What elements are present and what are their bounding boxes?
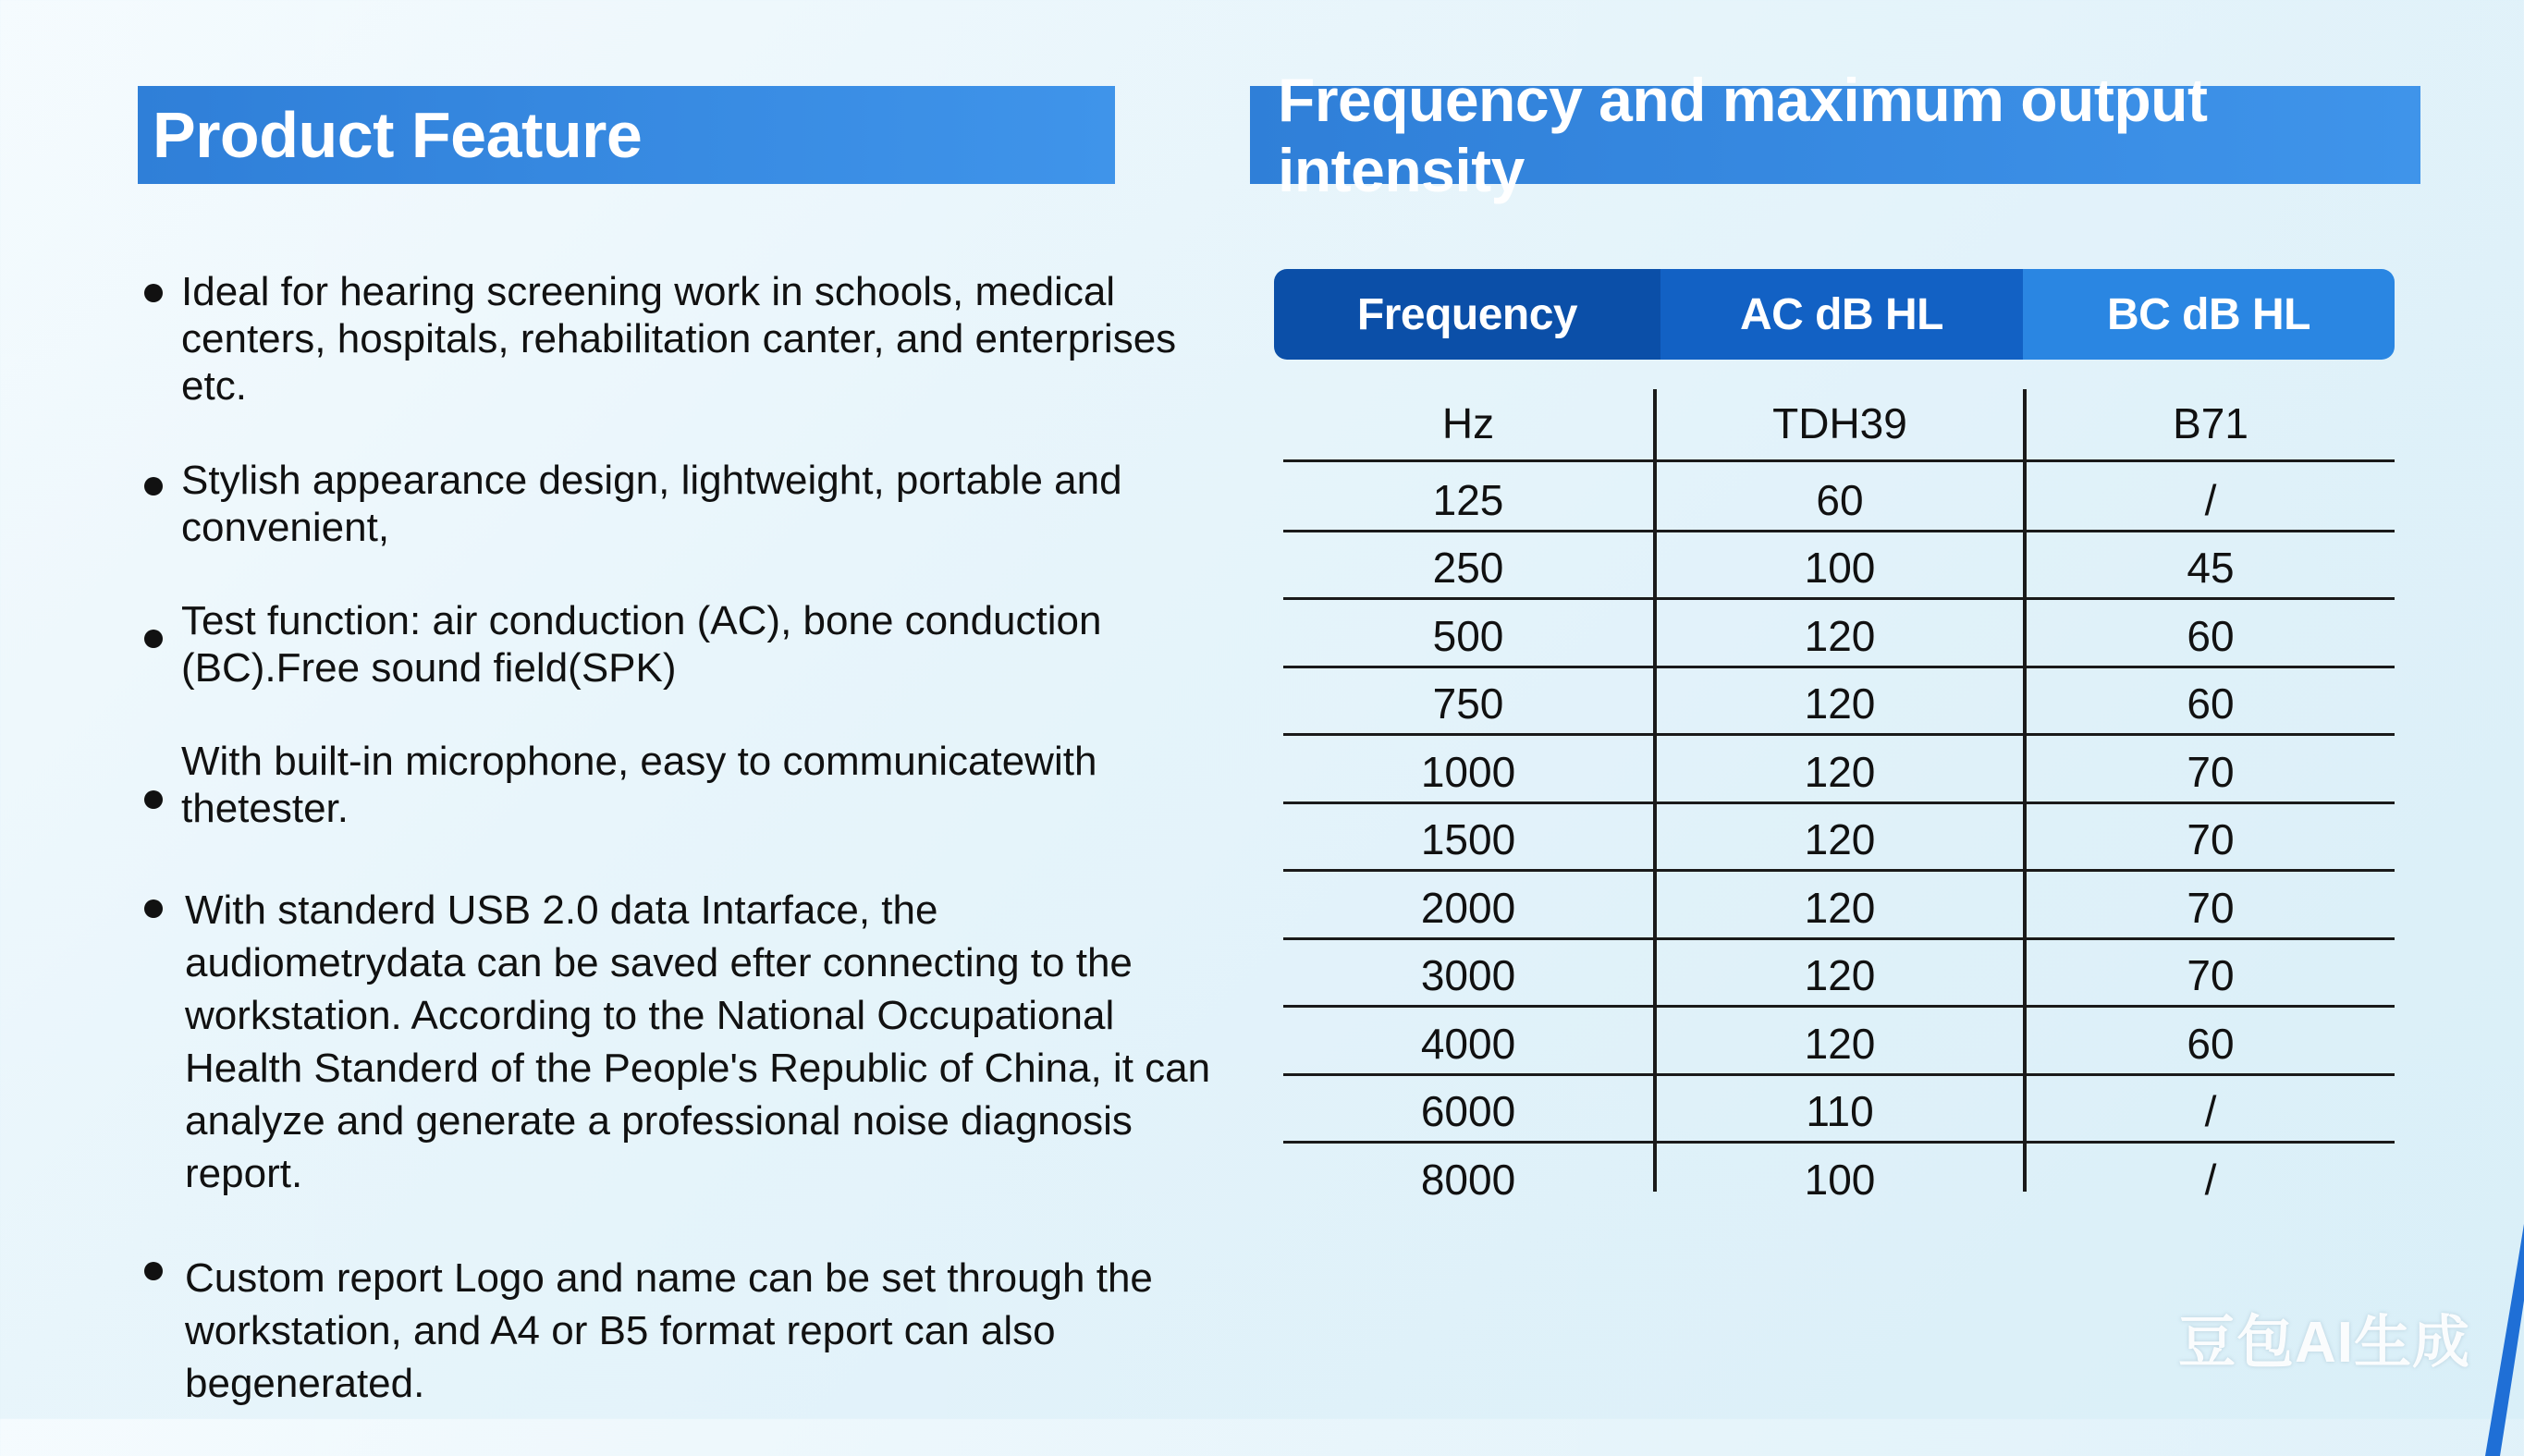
cell-bc: 70: [2187, 747, 2235, 796]
bullet-icon: [144, 899, 163, 918]
cell-bc: 60: [2187, 679, 2235, 728]
row-divider: [1283, 597, 2395, 600]
cell-frequency: 125: [1432, 475, 1504, 524]
row-divider: [1283, 1073, 2395, 1076]
row-divider: [1283, 869, 2395, 872]
bullet-icon: [144, 1262, 163, 1280]
table-row: [1283, 1009, 2395, 1077]
watermark-text: 豆包AI生成: [2178, 1311, 2471, 1375]
feature-text: Ideal for hearing screening work in schools, medical centers, hospitals, rehabilitation canter, and enterprises etc.: [181, 269, 1177, 409]
cell-frequency: 1000: [1420, 747, 1516, 796]
cell-frequency: 4000: [1420, 1019, 1516, 1068]
table-row: [1283, 738, 2395, 805]
cell-bc: 70: [2187, 951, 2235, 999]
feature-text: Custom report Logo and name can be set through the workstation, and A4 or B5 format report can also begenerated.: [185, 1255, 1153, 1406]
table-row: [1283, 670, 2395, 738]
row-divider: [1283, 733, 2395, 736]
bullet-icon: [144, 477, 163, 496]
unit-ac: TDH39: [1772, 398, 1907, 447]
decorative-swoosh: [2450, 975, 2524, 1456]
frequency-output-title: Frequency and maximum output intensity: [1250, 86, 2420, 184]
cell-ac: 120: [1804, 951, 1876, 999]
row-divider: [1283, 666, 2395, 668]
cell-ac: 120: [1804, 1019, 1876, 1068]
bullet-icon: [144, 284, 163, 302]
cell-bc: 45: [2187, 544, 2235, 592]
feature-text: With built-in microphone, easy to communicatewith thetester.: [181, 739, 1097, 831]
cell-ac: 120: [1804, 815, 1876, 863]
unit-bc: B71: [2173, 398, 2248, 447]
cell-frequency: 500: [1432, 611, 1504, 660]
units-row: [1283, 389, 2395, 457]
cell-ac: 100: [1804, 544, 1876, 592]
table-row: [1283, 466, 2395, 533]
bullet-icon: [144, 630, 163, 648]
row-divider: [1283, 801, 2395, 804]
cell-bc: 60: [2187, 611, 2235, 660]
cell-frequency: 8000: [1420, 1155, 1516, 1204]
table-row: [1283, 534, 2395, 602]
cell-ac: 60: [1816, 475, 1864, 524]
cell-ac: 100: [1804, 1155, 1876, 1204]
feature-text: Test function: air conduction (AC), bone conduction (BC).Free sound field(SPK): [181, 598, 1102, 691]
cell-ac: 120: [1804, 611, 1876, 660]
cell-frequency: 1500: [1420, 815, 1516, 863]
table-row: [1283, 942, 2395, 1009]
cell-frequency: 2000: [1420, 883, 1516, 932]
cell-ac: 110: [1806, 1087, 1874, 1135]
cell-ac: 120: [1804, 747, 1876, 796]
feature-text: With standerd USB 2.0 data Intarface, the audiometrydata can be saved efter connecting to the workstation. According to the National Occupational Health Standerd of the People's Republic of China, it can analyze and generate a professional noise diagnosis report.: [185, 887, 1211, 1196]
header-bc-db-hl: BC dB HL: [2023, 269, 2395, 360]
product-feature-title: Product Feature: [138, 86, 1115, 184]
bullet-icon: [144, 790, 163, 809]
table-row: [1283, 1078, 2395, 1145]
row-divider: [1283, 937, 2395, 940]
row-divider: [1283, 459, 2395, 462]
table-row: [1283, 602, 2395, 669]
cell-bc: /: [2204, 475, 2217, 524]
cell-bc: /: [2204, 1155, 2217, 1204]
header-ac-db-hl: AC dB HL: [1660, 269, 2023, 360]
cell-frequency: 250: [1432, 544, 1504, 592]
cell-bc: 60: [2187, 1019, 2235, 1068]
cell-frequency: 750: [1432, 679, 1504, 728]
header-frequency: Frequency: [1274, 269, 1660, 360]
table-row: [1283, 806, 2395, 874]
cell-frequency: 6000: [1420, 1087, 1516, 1135]
feature-text: Stylish appearance design, lightweight, portable and convenient,: [181, 458, 1122, 550]
unit-frequency: Hz: [1441, 398, 1495, 447]
cell-frequency: 3000: [1420, 951, 1516, 999]
cell-ac: 120: [1804, 679, 1876, 728]
row-divider: [1283, 1005, 2395, 1008]
cell-ac: 120: [1804, 883, 1876, 932]
row-divider: [1283, 1141, 2395, 1144]
table-row: [1283, 1145, 2395, 1213]
table-header: [1274, 269, 2395, 360]
row-divider: [1283, 530, 2395, 532]
cell-bc: 70: [2187, 883, 2235, 932]
cell-bc: /: [2204, 1087, 2217, 1135]
table-row: [1283, 874, 2395, 941]
cell-bc: 70: [2187, 815, 2235, 863]
